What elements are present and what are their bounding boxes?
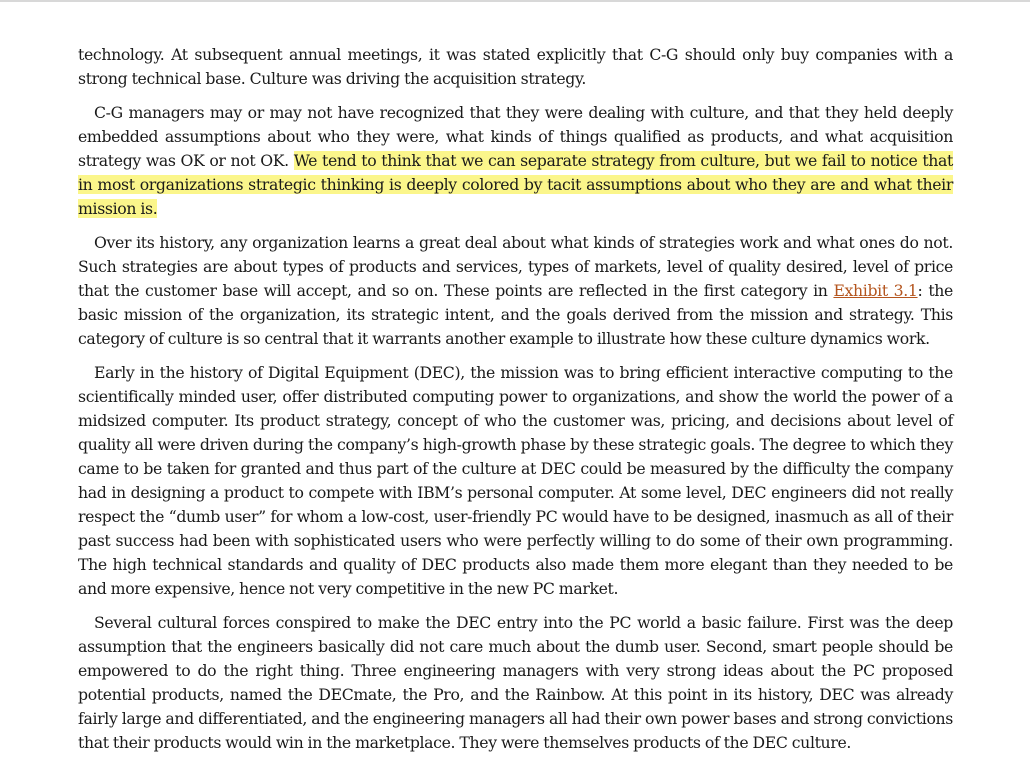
paragraph-1 xyxy=(78,43,953,91)
paragraph-2-text: C-G managers may or may not have recognized that they were dealing with culture, and that they held deeply embedded assumptions about who they were, what kinds of things qualified as products, and what acquisition strategy was OK or not OK. xyxy=(78,103,953,170)
paragraph-5-text: Several cultural forces conspired to make the DEC entry into the PC world a basic failure. First was the deep assumption that the engineers basically did not care much about the dumb user. Second, smart people should be empowered to do the right thing. Three engineering managers with very strong ideas about the PC proposed potential products, named the DECmate, the Pro, and the Rainbow. At this point in its history, DEC was already fairly large and differentiated, and the engineering managers all had their own power bases and strong convictions that their products would win in the marketplace. They were themselves products of the DEC culture. xyxy=(78,613,953,752)
highlighted-passage[interactable]: We tend to think that we can separate strategy from culture, but we fail to notice that in most organizations strategic thinking is deeply colored by tacit assumptions about who they are and what their mission is. xyxy=(78,151,953,218)
paragraph-3-text-after-link: : the basic mission of the organization, its strategic intent, and the goals derived from the mission and strategy. This category of culture is so central that it warrants another example to illustrate how these culture dynamics work. xyxy=(78,281,953,348)
paragraph-3 xyxy=(78,231,953,351)
paragraph-3-text-before-link: Over its history, any organization learns a great deal about what kinds of strategies work and what ones do not. Such strategies are about types of products and services, types of markets, level of quality desired, level of price that the customer base will accept, and so on. These points are reflected in the first category in xyxy=(78,233,953,300)
document-page xyxy=(78,43,953,765)
paragraph-2 xyxy=(78,101,953,221)
paragraph-5 xyxy=(78,611,953,755)
exhibit-link[interactable]: Exhibit 3.1 xyxy=(833,281,918,300)
top-divider xyxy=(0,0,1030,2)
paragraph-4-text: Early in the history of Digital Equipment (DEC), the mission was to bring efficient interactive computing to the scientifically minded user, offer distributed computing power to organizations, and show the world the power of a midsized computer. Its product strategy, concept of who the customer was, pricing, and decisions about level of quality all were driven during the company’s high-growth phase by these strategic goals. The degree to which they came to be taken for granted and thus part of the culture at DEC could be measured by the difficulty the company had in designing a product to compete with IBM’s personal computer. At some level, DEC engineers did not really respect the “dumb user” for whom a low-cost, user-friendly PC would have to be designed, inasmuch as all of their past success had been with sophisticated users who were perfectly willing to do some of their own programming. The high technical standards and quality of DEC products also made them more elegant than they needed to be and more expensive, hence not very competitive in the new PC market. xyxy=(78,363,953,598)
paragraph-4 xyxy=(78,361,953,601)
paragraph-1-text: technology. At subsequent annual meetings, it was stated explicitly that C-G should only buy companies with a strong technical base. Culture was driving the acquisition strategy. xyxy=(78,45,953,88)
